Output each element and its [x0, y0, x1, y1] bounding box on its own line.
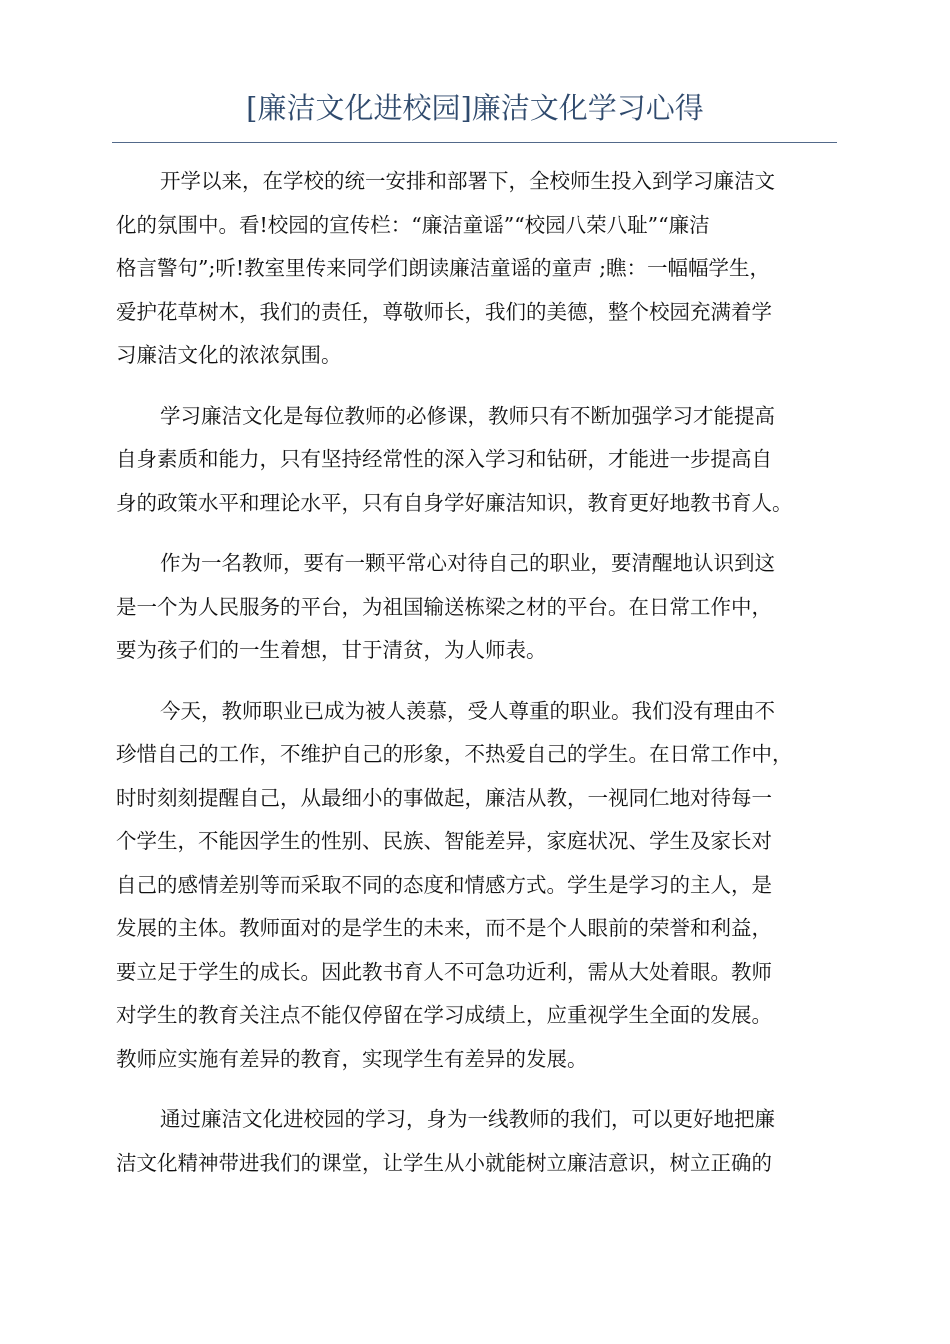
paragraph-line: 今天，教师职业已成为被人羡慕，受人尊重的职业。我们没有理由不: [160, 698, 775, 723]
paragraph-line: 开学以来，在学校的统一安排和部署下，全校师生投入到学习廉洁文: [160, 169, 775, 193]
document-body: [116, 160, 846, 1202]
paragraph-line: 要为孩子们的一生着想，甘于清贫，为人师表。: [116, 638, 547, 662]
title-underline: [112, 142, 837, 143]
paragraph-line: 自身素质和能力，只有坚持经常性的深入学习和钻研，才能进一步提高自: [116, 447, 772, 471]
paragraph-line: 格言警句”;听!教室里传来同学们朗读廉洁童谣的童声 ;瞧：一幅幅学生，: [116, 256, 771, 280]
paragraph-line: 发展的主体。教师面对的是学生的未来，而不是个人眼前的荣誉和利益，: [116, 916, 772, 940]
paragraph-line: 习廉洁文化的浓浓氛围。: [116, 343, 342, 367]
paragraph-line: 学习廉洁文化是每位教师的必修课，教师只有不断加强学习才能提高: [160, 403, 775, 428]
document-title: [廉洁文化进校园]廉洁文化学习心得: [246, 91, 704, 125]
paragraph-line: 作为一名教师，要有一颗平常心对待自己的职业，要清醒地认识到这: [160, 551, 775, 575]
paragraph-1: [116, 160, 846, 378]
paragraph-line: 对学生的教育关注点不能仅停留在学习成绩上，应重视学生全面的发展。: [116, 1003, 772, 1027]
paragraph-line: 个学生，不能因学生的性别、民族、智能差异，家庭状况、学生及家长对: [116, 829, 772, 853]
paragraph-4: [116, 690, 846, 1082]
paragraph-2: [116, 395, 846, 526]
paragraph-5: [116, 1098, 846, 1185]
paragraph-3: [116, 542, 846, 673]
paragraph-line: 洁文化精神带进我们的课堂，让学生从小就能树立廉洁意识，树立正确的: [116, 1150, 772, 1175]
paragraph-line: 化的氛围中。看!校园的宣传栏：“廉洁童谣”“校园八荣八耻”“廉洁: [116, 212, 710, 237]
paragraph-line: 身的政策水平和理论水平，只有自身学好廉洁知识，教育更好地教书育人。: [116, 490, 793, 515]
paragraph-line: 通过廉洁文化进校园的学习，身为一线教师的我们，可以更好地把廉: [160, 1107, 775, 1131]
paragraph-line: 是一个为人民服务的平台，为祖国输送栋梁之材的平台。在日常工作中，: [116, 594, 772, 619]
paragraph-line: 自己的感情差别等而采取不同的态度和情感方式。学生是学习的主人，是: [116, 872, 772, 897]
paragraph-line: 时时刻刻提醒自己，从最细小的事做起，廉洁从教，一视同仁地对待每一: [116, 785, 772, 810]
paragraph-line: 爱护花草树木，我们的责任，尊敬师长，我们的美德，整个校园充满着学: [116, 299, 772, 324]
paragraph-line: 要立足于学生的成长。因此教书育人不可急功近利，需从大处着眼。教师: [116, 959, 772, 984]
paragraph-line: 珍惜自己的工作，不维护自己的形象，不热爱自己的学生。在日常工作中，: [116, 742, 793, 766]
paragraph-line: 教师应实施有差异的教育，实现学生有差异的发展。: [116, 1046, 588, 1071]
